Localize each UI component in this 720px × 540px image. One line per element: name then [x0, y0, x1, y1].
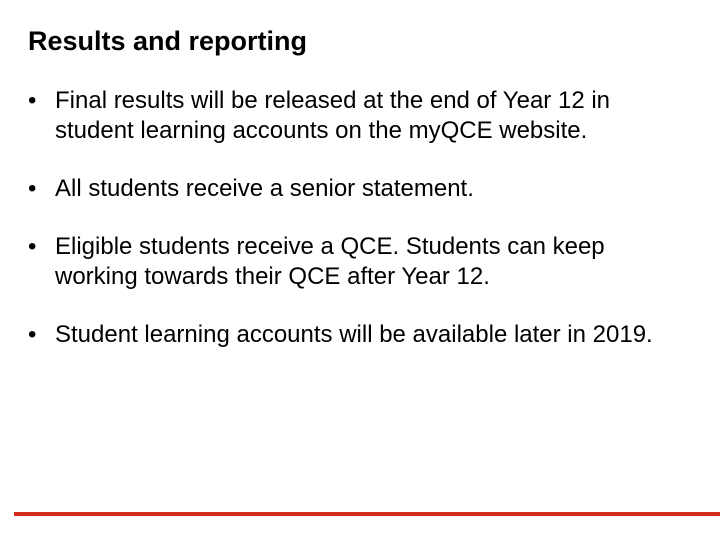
bullet-text: Student learning accounts will be available later in 2019. — [55, 321, 653, 348]
bullet-text: All students receive a senior statement. — [55, 175, 474, 202]
bullet-text: Final results will be released at the end of Year 12 in student learning accounts on the myQCE website. — [55, 87, 611, 144]
bullet-dot-icon: • — [28, 175, 37, 202]
bottom-accent-rule — [14, 512, 720, 516]
bullet-dot-icon: • — [28, 321, 37, 348]
bullet-item — [28, 174, 688, 204]
bullet-item — [28, 86, 688, 146]
bullet-text: Eligible students receive a QCE. Students can keep working towards their QCE after Year 12. — [55, 233, 605, 290]
bullet-item — [28, 232, 688, 292]
bullet-list — [28, 86, 688, 378]
bullet-item — [28, 320, 688, 350]
bullet-dot-icon: • — [28, 87, 37, 114]
bullet-dot-icon: • — [28, 233, 37, 260]
slide-title: Results and reporting — [28, 26, 308, 56]
